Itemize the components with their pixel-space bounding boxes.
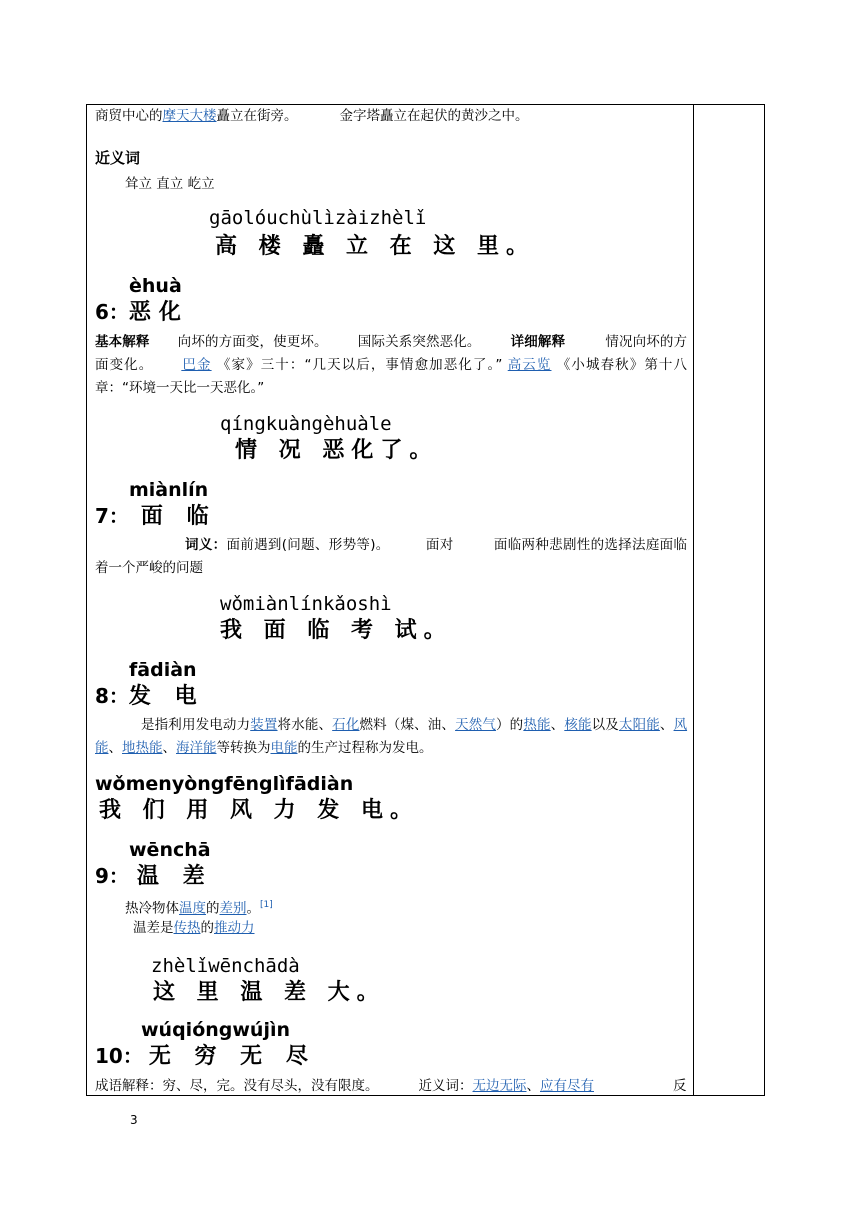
entry-number: 10：	[95, 1044, 143, 1068]
link-geothermal-energy[interactable]: 地热能	[122, 740, 163, 756]
link-solar-energy[interactable]: 太阳能	[618, 717, 660, 733]
entry-pinyin: fādiàn	[129, 659, 197, 681]
text: 、	[526, 1078, 540, 1094]
text: ）的	[496, 717, 524, 733]
entry-number: 6：	[95, 300, 129, 324]
example-sentence: 情 况 恶化了。	[235, 438, 439, 463]
entry-heading	[95, 295, 189, 326]
text: 温差是	[133, 920, 174, 936]
tall-building-examples	[95, 105, 529, 127]
link-gaoyunlan[interactable]: 高云览	[507, 357, 552, 373]
entry-definition-line	[133, 917, 255, 939]
link-thermal-energy[interactable]: 热能	[523, 717, 551, 733]
entry-word: 发 电	[128, 684, 205, 709]
link-shihua[interactable]: 石化	[332, 717, 360, 733]
entry-definition-line	[125, 894, 273, 920]
text: 金字塔矗立在起伏的黄沙之中。	[339, 108, 529, 124]
entry-pinyin: miànlín	[129, 479, 209, 501]
link-nuclear-energy[interactable]: 核能	[564, 717, 592, 733]
text: 近义词：	[418, 1078, 473, 1094]
entry-definition	[95, 534, 687, 580]
example-sentence: 我 们 用 风 力 发 电。	[99, 798, 419, 823]
link-zhuangzhi[interactable]: 装置	[250, 717, 278, 733]
content-table	[86, 104, 765, 1096]
entry-word: 温 差	[136, 864, 213, 889]
link-driving-force[interactable]: 推动力	[214, 920, 255, 936]
entry-definition	[95, 714, 687, 760]
text: 面对	[425, 537, 454, 553]
link-heat-transfer[interactable]: 传热	[173, 920, 201, 936]
label-basic: 基本解释	[95, 334, 150, 350]
text: 、	[550, 717, 565, 733]
link-temperature[interactable]: 温度	[179, 900, 206, 917]
entry-pinyin: wúqióngwújìn	[141, 1019, 291, 1041]
link-synonym-1[interactable]: 无边无际	[472, 1078, 527, 1094]
example-pinyin: gāolóuchùlìzàizhèlǐ	[209, 207, 427, 229]
example-pinyin: wǒmiànlínkǎoshì	[220, 593, 392, 615]
link-skyscraper[interactable]: 摩天大楼	[162, 108, 217, 124]
entry-word: 无 穷 无 尽	[148, 1044, 316, 1069]
link-natural-gas[interactable]: 天然气	[455, 717, 497, 733]
text: 矗立在街旁。	[216, 108, 298, 124]
text: 国际关系突然恶化。	[357, 334, 481, 350]
antonym-label-start: 反	[673, 1078, 687, 1094]
text: 的生产过程称为发电。	[297, 740, 433, 756]
label-detail: 详细解释	[510, 334, 566, 350]
example-pinyin: qíngkuàngèhuàle	[220, 413, 392, 435]
entry-word: 恶化	[128, 300, 189, 325]
link-synonym-2[interactable]: 应有尽有	[540, 1078, 594, 1094]
synonyms-heading: 近义词	[95, 149, 141, 167]
text: 热冷物体	[125, 900, 179, 917]
example-pinyin: zhèlǐwēnchādà	[151, 955, 300, 977]
text: 将水能、	[277, 717, 333, 733]
entry-number: 8：	[95, 684, 129, 708]
entry-heading	[95, 499, 217, 530]
text: 等转换为	[216, 740, 271, 756]
link-difference[interactable]: 差别	[219, 900, 247, 917]
table-column-divider	[693, 105, 694, 1095]
text: 《家》三十：“几天以后，事情愈加恶化了。”	[216, 357, 503, 373]
entry-definition	[95, 1075, 687, 1097]
text: 面前遇到(问题、形势等)。	[226, 537, 390, 553]
link-bajin[interactable]: 巴金	[181, 357, 212, 373]
label-meaning: 词义：	[185, 537, 227, 553]
text: 商贸中心的	[95, 108, 163, 124]
text: 的	[200, 920, 214, 936]
text: 以及	[591, 717, 619, 733]
text: 成语解释：穷、尽，完。没有尽头，没有限度。	[95, 1078, 379, 1094]
link-wind-energy[interactable]: 风能	[95, 717, 688, 756]
text: 的	[206, 900, 220, 917]
table-main-cell	[95, 105, 687, 1095]
example-sentence: 我 面 临 考 试。	[220, 618, 453, 643]
text: 、	[659, 717, 674, 733]
text: 《小城春秋》第十八章：“环境一天比一天恶化。”	[95, 357, 687, 396]
reference-marker[interactable]: [1]	[260, 900, 273, 910]
example-pinyin: wǒmenyòngfēnglìfādiàn	[95, 773, 354, 795]
entry-pinyin: wēnchā	[129, 839, 211, 861]
link-electric-energy[interactable]: 电能	[270, 740, 298, 756]
entry-number: 9：	[95, 864, 129, 888]
synonyms-list: 耸立 直立 屹立	[125, 176, 215, 192]
text: 向坏的方面变，使更坏。	[177, 334, 328, 350]
entry-word: 面 临	[140, 504, 217, 529]
text: 、	[108, 740, 122, 756]
example-sentence: 高 楼 矗 立 在 这 里。	[215, 234, 535, 259]
page-number: 3	[130, 1113, 138, 1127]
text: 情况向坏的方面变化。	[95, 334, 688, 373]
entry-number: 7：	[95, 504, 129, 528]
entry-definition	[95, 331, 687, 400]
entry-heading	[95, 859, 213, 890]
entry-heading	[95, 1039, 316, 1070]
text: 是指利用发电动力	[141, 717, 251, 733]
example-sentence: 这 里 温 差 大。	[153, 980, 386, 1005]
entry-pinyin: èhuà	[129, 275, 182, 297]
text: 。	[246, 900, 260, 917]
entry-heading	[95, 679, 205, 710]
text: 面临两种悲剧性的选择法庭面临着一个严峻的问题	[95, 537, 687, 576]
text: 、	[162, 740, 176, 756]
text: 燃料（煤、油、	[359, 717, 456, 733]
link-ocean-energy[interactable]: 海洋能	[176, 740, 217, 756]
